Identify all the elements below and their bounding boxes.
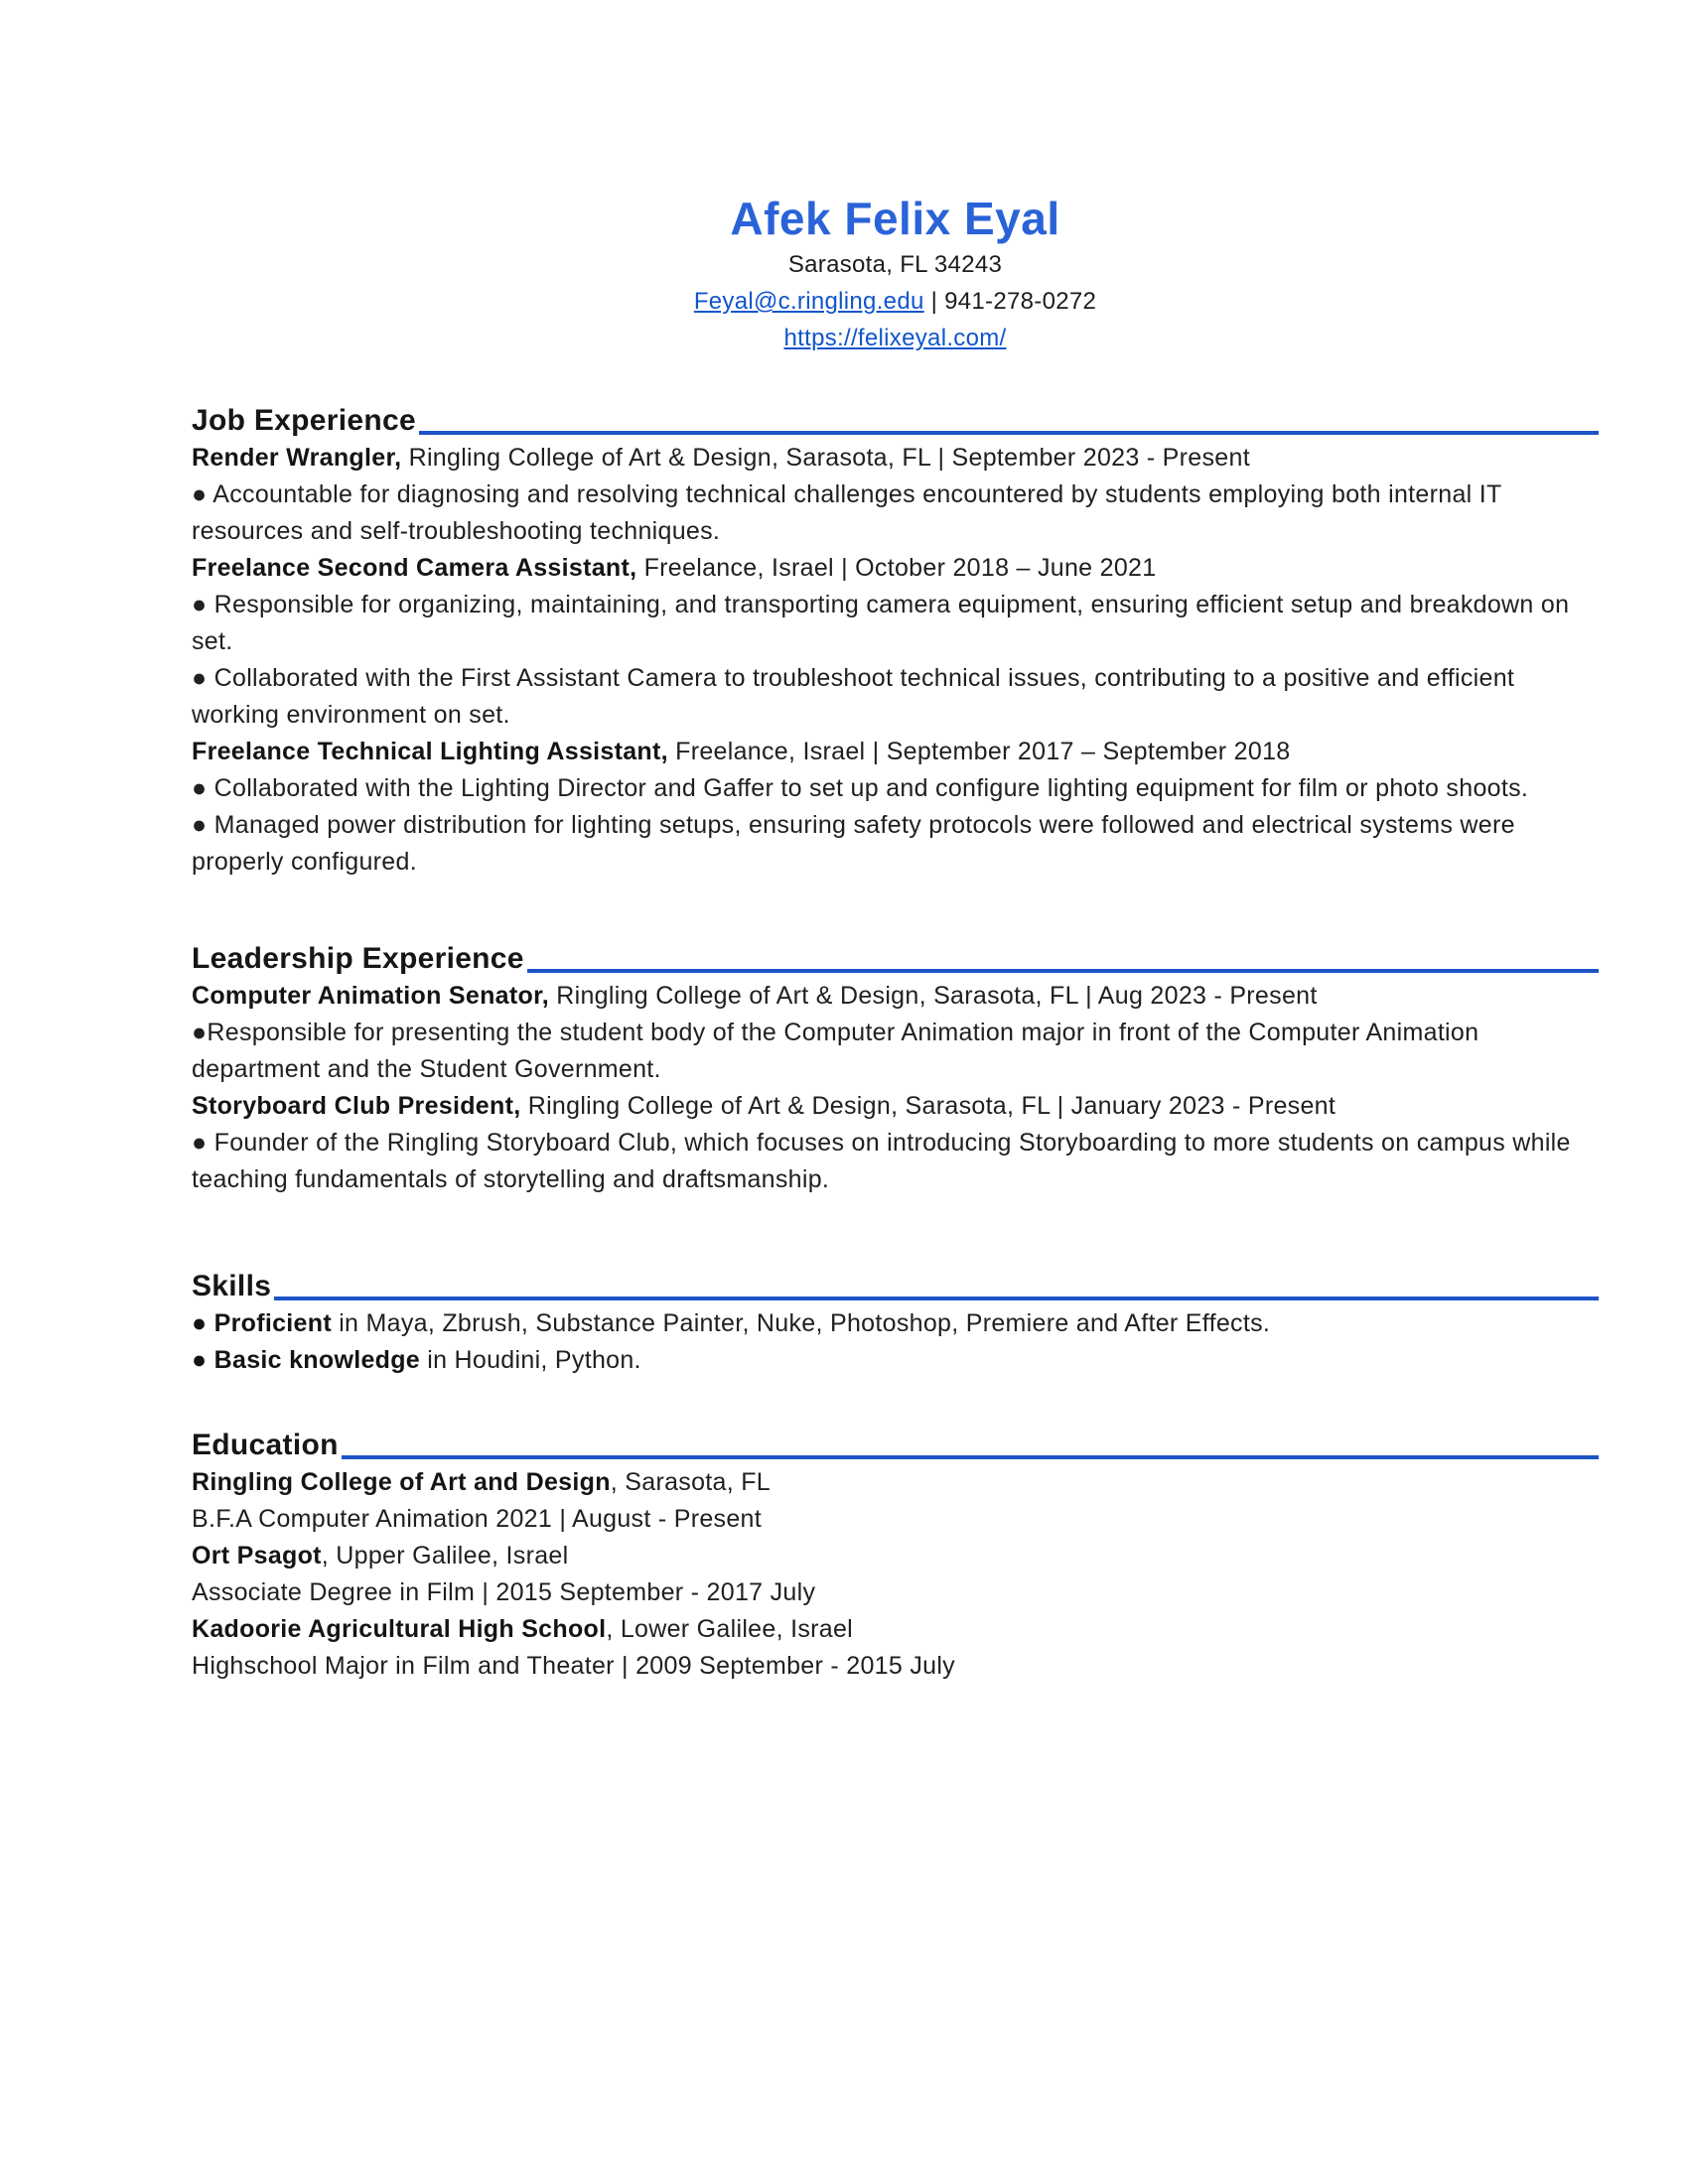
school-name: Kadoorie Agricultural High School (192, 1615, 607, 1643)
contact-separator: | (923, 288, 945, 315)
entry-bullet: ● Collaborated with the Lighting Director and Gaffer to set up and configure lighting equipment for film or photo shoots. (192, 774, 1529, 802)
education-degree (192, 1501, 1599, 1538)
degree-detail: Associate Degree in Film | 2015 September - 2017 July (192, 1578, 816, 1606)
degree-detail: Highschool Major in Film and Theater | 2009 September - 2015 July (192, 1652, 955, 1680)
skill-item (192, 1342, 1599, 1379)
education-school (192, 1611, 1599, 1648)
entry-meta: Freelance, Israel | September 2017 – September 2018 (667, 738, 1291, 765)
section-header (192, 1268, 1599, 1305)
section-underline (274, 1297, 1599, 1300)
entry-title (192, 978, 1599, 1015)
section-job-experience (192, 402, 1599, 881)
school-name: Ringling College of Art and Design (192, 1468, 611, 1496)
entry-role: Storyboard Club President, (192, 1092, 521, 1120)
website-line (192, 320, 1599, 356)
section-skills (192, 1268, 1599, 1379)
section-header (192, 940, 1599, 978)
entry-role: Freelance Second Camera Assistant, (192, 554, 637, 582)
school-name: Ort Psagot (192, 1542, 322, 1570)
entry-meta: Ringling College of Art & Design, Sarasota, FL | September 2023 - Present (401, 444, 1250, 472)
section-title-skills: Skills (192, 1270, 272, 1302)
education-degree (192, 1574, 1599, 1611)
section-title-education: Education (192, 1429, 339, 1461)
entry-role: Computer Animation Senator, (192, 982, 549, 1010)
skill-list: in Maya, Zbrush, Substance Painter, Nuke, Photoshop, Premiere and After Effects. (331, 1309, 1271, 1337)
entry-title (192, 440, 1599, 477)
email-link[interactable]: Feyal@c.ringling.edu (693, 288, 924, 315)
name: Afek Felix Eyal (730, 193, 1060, 244)
entry-role: Render Wrangler, (192, 444, 402, 472)
entry-bullet: ● Managed power distribution for lighting setups, ensuring safety protocols were followed and electrical systems were properly configured. (192, 811, 1515, 876)
entry-title (192, 550, 1599, 587)
education-school (192, 1464, 1599, 1501)
location: Sarasota, FL 34243 (787, 251, 1003, 278)
school-location: , Upper Galilee, Israel (321, 1542, 569, 1570)
section-leadership-experience (192, 940, 1599, 1198)
section-body (192, 440, 1599, 881)
education-degree (192, 1648, 1599, 1685)
section-body (192, 1305, 1599, 1379)
education-school (192, 1538, 1599, 1574)
section-underline (527, 969, 1599, 973)
entry-title (192, 1088, 1599, 1125)
entry-bullet: ● Responsible for organizing, maintaining, and transporting camera equipment, ensuring efficient setup and breakdown on set. (192, 591, 1570, 655)
entry-meta: Ringling College of Art & Design, Sarasota, FL | January 2023 - Present (520, 1092, 1336, 1120)
section-title-job-experience: Job Experience (192, 404, 416, 437)
section-underline (419, 431, 1599, 435)
entry-meta: Ringling College of Art & Design, Sarasota, FL | Aug 2023 - Present (548, 982, 1318, 1010)
resume-header (192, 191, 1599, 356)
section-body (192, 978, 1599, 1198)
entry-bullet: ●Responsible for presenting the student body of the Computer Animation major in front of the Computer Animation department and the Student Government. (192, 1019, 1479, 1083)
section-underline (342, 1455, 1599, 1459)
entry-title (192, 734, 1599, 770)
entry-bullet: ● Founder of the Ringling Storyboard Club, which focuses on introducing Storyboarding to more students on campus while teaching fundamentals of storytelling and draftsmanship. (192, 1129, 1571, 1193)
section-header (192, 1427, 1599, 1464)
entry-bullet: ● Accountable for diagnosing and resolving technical challenges encountered by students employing both internal IT resources and self-troubleshooting techniques. (192, 480, 1502, 545)
section-education (192, 1427, 1599, 1685)
school-location: , Sarasota, FL (610, 1468, 772, 1496)
skill-list: in Houdini, Python. (420, 1346, 641, 1374)
section-header (192, 402, 1599, 440)
entry-bullet: ● Collaborated with the First Assistant Camera to troubleshoot technical issues, contributing to a positive and efficient working environment on set. (192, 664, 1515, 729)
skill-level: ● Proficient (192, 1309, 332, 1337)
website-link[interactable]: https://felixeyal.com/ (783, 325, 1007, 351)
section-body (192, 1464, 1599, 1685)
skill-item (192, 1305, 1599, 1342)
entry-meta: Freelance, Israel | October 2018 – June 2021 (636, 554, 1157, 582)
school-location: , Lower Galilee, Israel (606, 1615, 854, 1643)
degree-detail: B.F.A Computer Animation 2021 | August - Present (192, 1505, 762, 1533)
skill-level: ● Basic knowledge (192, 1346, 420, 1374)
contact-line (192, 283, 1599, 320)
phone-number: 941-278-0272 (944, 288, 1097, 315)
entry-role: Freelance Technical Lighting Assistant, (192, 738, 668, 765)
section-title-leadership-experience: Leadership Experience (192, 942, 524, 975)
